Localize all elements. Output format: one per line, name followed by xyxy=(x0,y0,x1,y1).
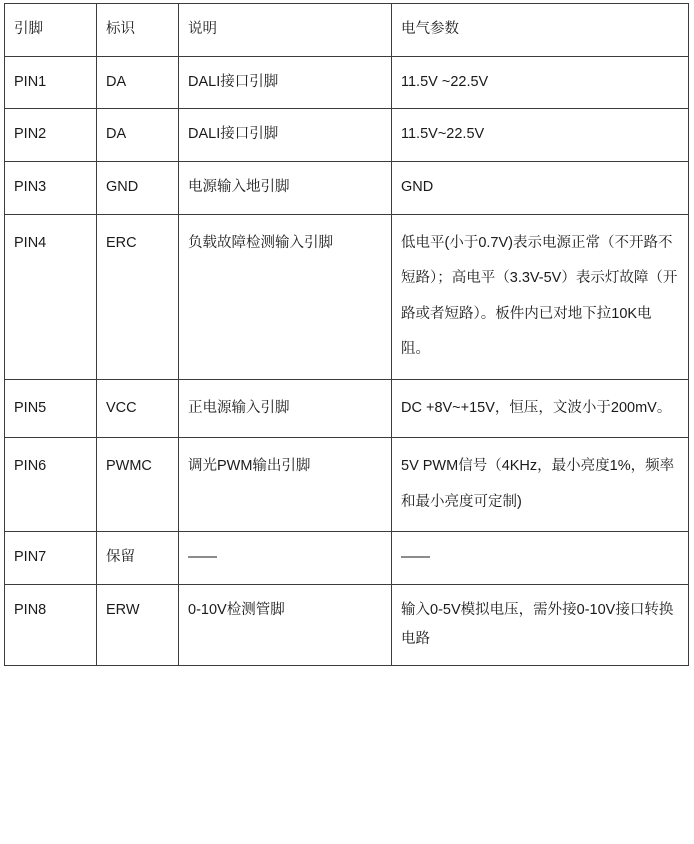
cell-mark xyxy=(97,56,179,109)
cell-electrical xyxy=(392,379,689,438)
pin-description: 正电源输入引脚 xyxy=(188,399,290,416)
pin-name: PIN8 xyxy=(14,602,47,619)
table-row xyxy=(5,379,689,438)
table-row xyxy=(5,109,689,162)
pin-electrical: 低电平(小于0.7V)表示电源正常（不开路不短路）；高电平（3.3V-5V）表示灯故障（开路或者短路）。板件内已对地下拉10K电阻。 xyxy=(401,234,678,358)
table-header-row xyxy=(5,4,689,57)
cell-electrical xyxy=(392,109,689,162)
cell-pin xyxy=(5,438,97,532)
cell-electrical xyxy=(392,162,689,215)
document-page xyxy=(0,3,694,844)
cell-pin xyxy=(5,109,97,162)
table-row xyxy=(5,438,689,532)
cell-mark xyxy=(97,585,179,666)
cell-description xyxy=(179,585,392,666)
cell-description xyxy=(179,109,392,162)
table-row xyxy=(5,532,689,585)
column-header-pin xyxy=(5,4,97,57)
pin-name: PIN6 xyxy=(14,458,47,475)
pin-name: PIN4 xyxy=(14,234,47,251)
column-header-description-label: 说明 xyxy=(188,21,217,37)
pin-electrical: —— xyxy=(401,549,430,566)
cell-pin xyxy=(5,56,97,109)
pin-electrical: 输入0-5V模拟电压，需外接0-10V接口转换电路 xyxy=(401,602,674,648)
pin-electrical: DC +8V~+15V，恒压，文波小于200mV。 xyxy=(401,399,672,416)
cell-pin xyxy=(5,162,97,215)
cell-description xyxy=(179,56,392,109)
column-header-mark xyxy=(97,4,179,57)
pin-name: PIN2 xyxy=(14,126,47,143)
pin-mark: DA xyxy=(106,73,127,90)
pin-mark: PWMC xyxy=(106,458,152,475)
column-header-electrical-label: 电气参数 xyxy=(401,21,459,37)
cell-pin xyxy=(5,379,97,438)
column-header-pin-label: 引脚 xyxy=(14,21,43,37)
pin-mark: 保留 xyxy=(106,549,135,566)
cell-mark xyxy=(97,162,179,215)
cell-mark xyxy=(97,438,179,532)
pin-name: PIN3 xyxy=(14,179,47,196)
column-header-electrical xyxy=(392,4,689,57)
cell-electrical xyxy=(392,438,689,532)
table-row xyxy=(5,214,689,379)
pin-mark: VCC xyxy=(106,399,137,416)
cell-electrical xyxy=(392,214,689,379)
column-header-mark-label: 标识 xyxy=(106,21,135,37)
pin-mark: ERW xyxy=(106,602,140,619)
pin-electrical: 11.5V ~22.5V xyxy=(401,73,489,90)
cell-description xyxy=(179,379,392,438)
cell-pin xyxy=(5,214,97,379)
column-header-description xyxy=(179,4,392,57)
pin-mark: GND xyxy=(106,179,139,196)
pin-description: DALI接口引脚 xyxy=(188,73,279,90)
cell-description xyxy=(179,162,392,215)
pin-mark: ERC xyxy=(106,234,137,251)
cell-mark xyxy=(97,379,179,438)
cell-description xyxy=(179,214,392,379)
cell-description xyxy=(179,438,392,532)
cell-electrical xyxy=(392,56,689,109)
cell-pin xyxy=(5,585,97,666)
pin-description: —— xyxy=(188,549,217,566)
pin-name: PIN1 xyxy=(14,73,47,90)
table-row xyxy=(5,162,689,215)
pin-electrical: GND xyxy=(401,179,434,196)
cell-mark xyxy=(97,214,179,379)
pin-description: DALI接口引脚 xyxy=(188,126,279,143)
cell-mark xyxy=(97,532,179,585)
pin-name: PIN5 xyxy=(14,399,47,416)
pin-electrical: 11.5V~22.5V xyxy=(401,126,485,143)
cell-pin xyxy=(5,532,97,585)
table-row xyxy=(5,585,689,666)
pin-description: 0-10V检测管脚 xyxy=(188,602,285,619)
pin-description: 负载故障检测输入引脚 xyxy=(188,234,333,251)
cell-electrical xyxy=(392,532,689,585)
pin-name: PIN7 xyxy=(14,549,47,566)
pin-electrical: 5V PWM信号（4KHz，最小亮度1%，频率和最小亮度可定制) xyxy=(401,458,675,510)
cell-description xyxy=(179,532,392,585)
pin-mark: DA xyxy=(106,126,127,143)
cell-electrical xyxy=(392,585,689,666)
pin-definition-table xyxy=(4,3,689,666)
cell-mark xyxy=(97,109,179,162)
table-row xyxy=(5,56,689,109)
pin-description: 调光PWM输出引脚 xyxy=(188,458,311,475)
pin-description: 电源输入地引脚 xyxy=(188,179,290,196)
